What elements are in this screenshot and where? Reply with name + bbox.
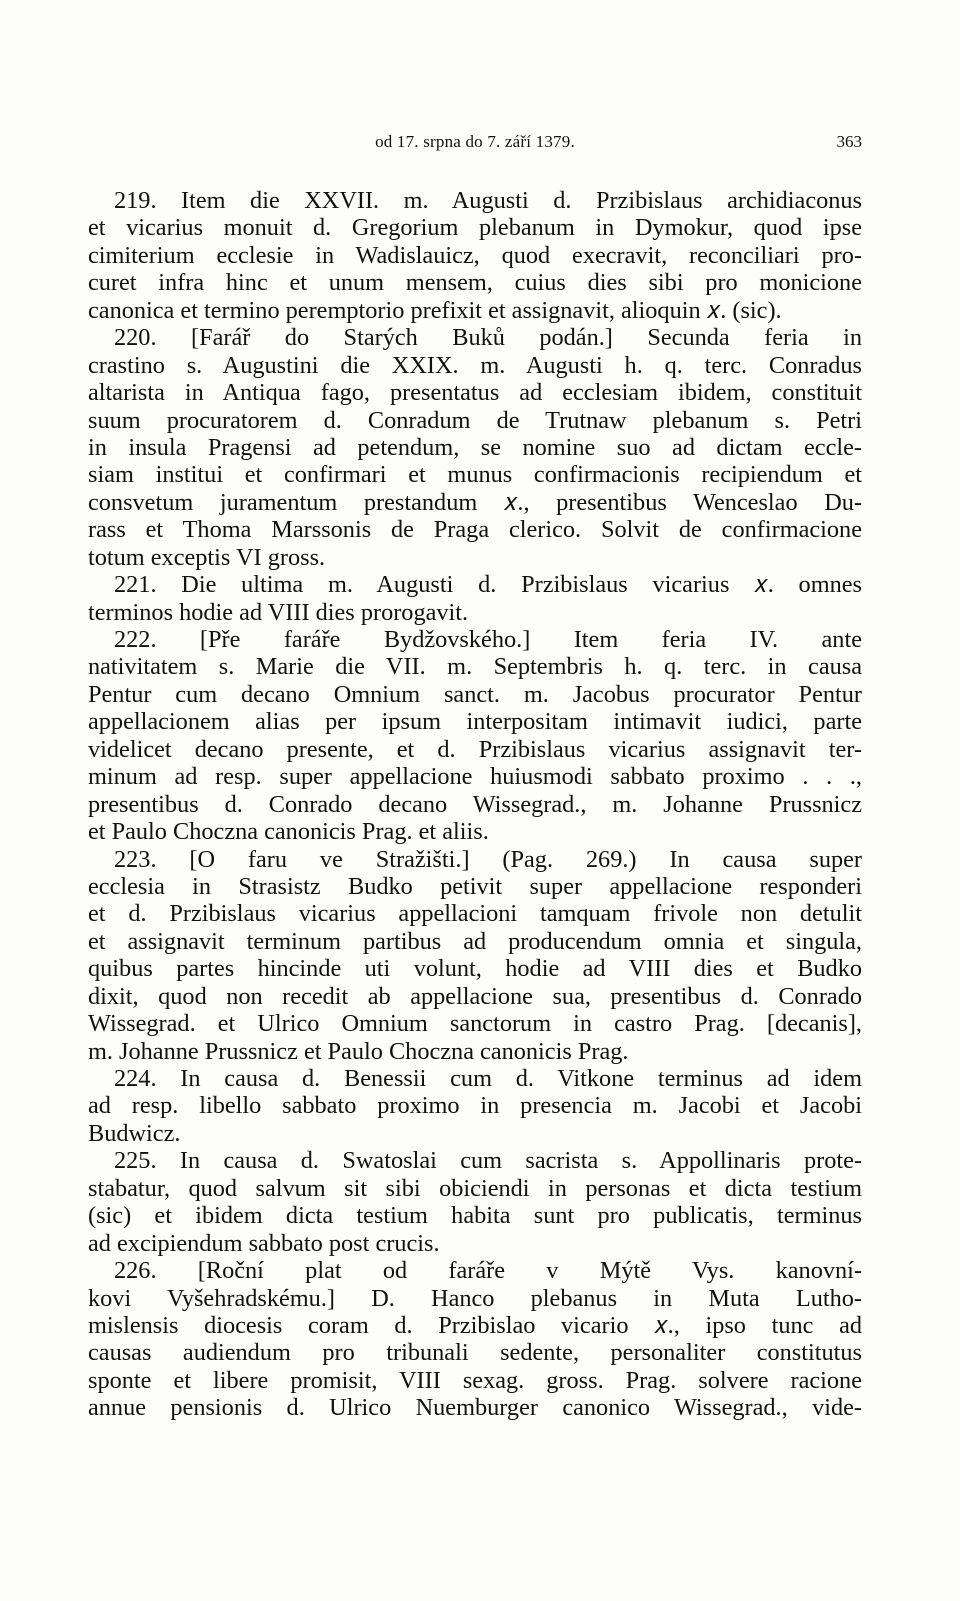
text-line: terminos hodie ad VIII dies prorogavit.: [88, 598, 469, 626]
text-line: 221. Die ultima m. Augusti d. Przibislaus vicarius 𝑥. omnes: [114, 571, 862, 599]
text-line: kovi Vyšehradskému.] D. Hanco plebanus in Muta Lutho-: [88, 1284, 862, 1312]
text-line: 222. [Pře faráře Bydžovského.] Item feria IV. ante: [114, 626, 862, 653]
text-line: sponte et libere promisit, VIII sexag. gross. Prag. solvere racione: [88, 1366, 862, 1394]
text-line: dixit, quod non recedit ab appellacione sua, presentibus d. Conrado: [88, 982, 862, 1010]
text-line: totum exceptis VI gross.: [88, 543, 326, 571]
running-title: od 17. srpna do 7. září 1379.: [375, 132, 575, 151]
text-line: crastino s. Augustini die XXIX. m. Augusti h. q. terc. Conradus: [88, 351, 862, 379]
text-line: causas audiendum pro tribunali sedente, personaliter constitutus: [88, 1339, 862, 1367]
text-line: 223. [O faru ve Stražišti.] (Pag. 269.) In causa super: [114, 845, 862, 873]
text-line: (sic) et ibidem dicta testium habita sunt pro publicatis, terminus: [88, 1202, 862, 1230]
text-line: minum ad resp. super appellacione huiusmodi sabbato proximo . . .,: [88, 763, 862, 791]
text-line: presentibus d. Conrado decano Wissegrad., m. Johanne Prussnicz: [88, 790, 862, 818]
text-line: quibus partes hincinde uti volunt, hodie ad VIII dies et Budko: [88, 955, 862, 983]
text-line: Budwicz.: [88, 1119, 181, 1147]
text-line: videlicet decano presente, et d. Przibislaus vicarius assignavit ter-: [88, 735, 862, 763]
text-line: et vicarius monuit d. Gregorium plebanum in Dymokur, quod ipse: [88, 214, 862, 242]
text-line: suum procuratorem d. Conradum de Trutnaw plebanum s. Petri: [88, 406, 862, 434]
text-line: curet infra hinc et unum mensem, cuius dies sibi pro monicione: [88, 269, 862, 297]
text-line: mislensis diocesis coram d. Przibislao vicario 𝑥., ipso tunc ad: [88, 1311, 862, 1339]
text-line: et assignavit terminum partibus ad producendum omnia et singula,: [88, 927, 862, 955]
text-line: altarista in Antiqua fago, presentatus ad ecclesiam ibidem, constituit: [88, 379, 862, 407]
text-line: stabatur, quod salvum sit sibi obiciendi in personas et dicta testium: [88, 1174, 862, 1202]
text-line: siam institui et confirmari et munus confirmacionis recipiendum et: [88, 461, 862, 489]
text-line: 220. [Farář do Starých Buků podán.] Secunda feria in: [114, 324, 862, 352]
text-line: rass et Thoma Marssonis de Praga clerico. Solvit de confirmacione: [88, 516, 862, 544]
text-line: ecclesia in Strasistz Budko petivit super appellacione responderi: [88, 872, 862, 900]
text-line: canonica et termino peremptorio prefixit et assignavit, alioquin 𝑥. (sic).: [88, 296, 782, 324]
text-line: in insula Pragensi ad petendum, se nomine suo ad dictam eccle-: [88, 433, 862, 461]
text-line: appellacionem alias per ipsum interpositam intimavit iudici, parte: [88, 708, 862, 736]
text-line: cimiterium ecclesie in Wadislauicz, quod execravit, reconciliari pro-: [88, 241, 862, 269]
text-line: nativitatem s. Marie die VII. m. Septembris h. q. terc. in causa: [88, 653, 862, 681]
text-line: 224. In causa d. Benessii cum d. Vitkone terminus ad idem: [114, 1065, 862, 1092]
text-line: 226. [Roční plat od faráře v Mýtě Vys. kanovní-: [114, 1257, 862, 1285]
text-line: 225. In causa d. Swatoslai cum sacrista s. Appollinaris prote-: [114, 1147, 862, 1175]
text-line: ad resp. libello sabbato proximo in presencia m. Jacobi et Jacobi: [88, 1092, 862, 1120]
text-line: m. Johanne Prussnicz et Paulo Choczna canonicis Prag.: [88, 1037, 629, 1065]
text-line: 219. Item die XXVII. m. Augusti d. Przibislaus archidiaconus: [114, 187, 862, 214]
text-line: Pentur cum decano Omnium sanct. m. Jacobus procurator Pentur: [88, 680, 862, 708]
text-line: et Paulo Choczna canonicis Prag. et aliis.: [88, 818, 489, 846]
text-line: Wissegrad. et Ulrico Omnium sanctorum in castro Prag. [decanis],: [88, 1010, 862, 1038]
page-number: 363: [836, 132, 862, 151]
page-header: [88, 132, 862, 156]
text-line: annue pensionis d. Ulrico Nuemburger canonico Wissegrad., vide-: [88, 1394, 862, 1422]
text-line: ad excipiendum sabbato post crucis.: [88, 1229, 440, 1257]
document-body: [88, 187, 862, 1422]
text-line: consvetum juramentum prestandum 𝑥., presentibus Wenceslao Du-: [88, 488, 862, 516]
text-line: et d. Przibislaus vicarius appellacioni tamquam frivole non detulit: [88, 900, 862, 928]
